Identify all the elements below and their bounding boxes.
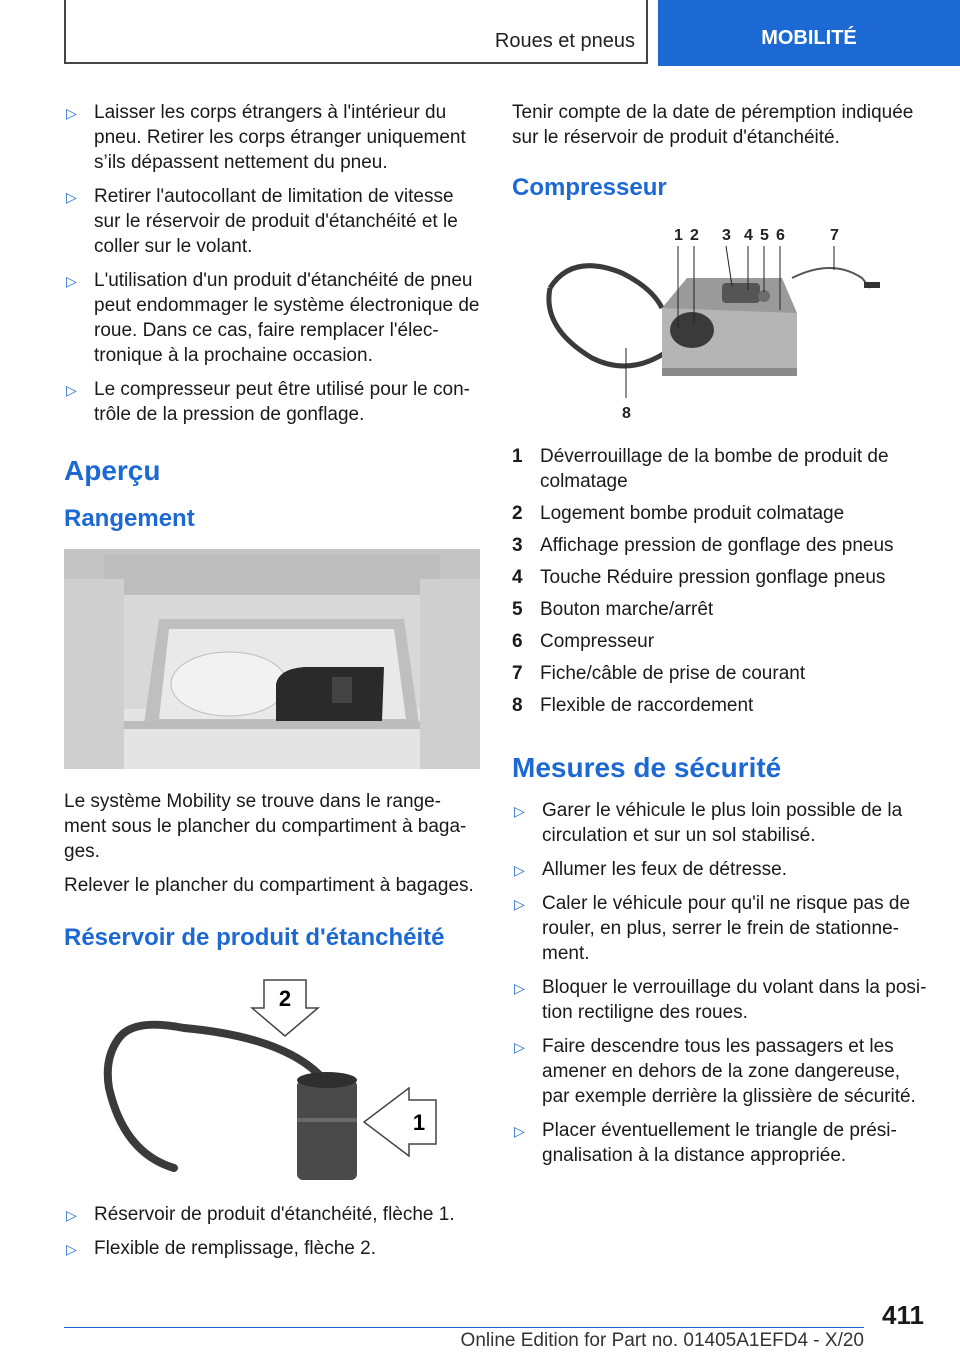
list-item: ▷ Flexible de remplissage, flèche 2.	[64, 1236, 482, 1261]
chapter-tab: MOBILITÉ	[658, 0, 960, 66]
triangle-bullet-icon: ▷	[514, 862, 525, 878]
legend-item: 7 Fiche/câble de prise de courant	[512, 663, 806, 684]
list-item: ▷ Allumer les feux de détresse.	[512, 857, 930, 882]
list-item: ▷ Faire descendre tous les passagers et les amener en dehors de la zone dangereuse, par exemple derrière la glissière de sécurité.	[514, 1036, 916, 1107]
compressor-figure	[512, 218, 928, 428]
legend-item: 8 Flexible de raccordement	[512, 695, 754, 716]
figure-label: 7	[830, 227, 839, 244]
heading-securite: Mesures de sécurité	[512, 752, 782, 783]
legend-item: 5 Bouton marche/arrêt	[512, 599, 714, 620]
right-column	[512, 100, 930, 1177]
triangle-bullet-icon: ▷	[66, 1241, 77, 1257]
list-item: ▷ Caler le véhicule pour qu'il ne risque pas de rouler, en plus, serrer le frein de stationne-ment.	[514, 893, 911, 964]
sealant-reservoir-figure	[64, 968, 480, 1188]
section-title: Roues et pneus	[494, 30, 635, 52]
list-item: ▷ Retirer l'autocollant de limitation de vitesse sur le réservoir de produit d'étanchéité et le coller sur le volant.	[66, 186, 458, 257]
figure-label: 1	[674, 227, 683, 244]
paragraph: Le système Mobility se trouve dans le range-ment sous le plancher du compartiment à baga-ges.	[64, 791, 467, 862]
footer-divider	[64, 1327, 864, 1328]
page-number: 411	[882, 1300, 924, 1330]
triangle-bullet-icon: ▷	[66, 105, 77, 121]
list-item: ▷ Le compresseur peut être utilisé pour le con-trôle de la pression de gonflage.	[66, 379, 470, 425]
legend-item: 2 Logement bombe produit colmatage	[512, 503, 845, 524]
arrow-2-label: 2	[278, 986, 292, 1011]
heading-rangement: Rangement	[64, 505, 195, 532]
figure-label: 8	[622, 405, 631, 422]
heading-reservoir: Réservoir de produit d'étanchéité	[64, 924, 445, 951]
list-item: ▷ Bloquer le verrouillage du volant dans la posi-tion rectiligne des roues.	[514, 977, 927, 1023]
figure-label: 5	[760, 227, 769, 244]
list-item: ▷ Placer éventuellement le triangle de prési-gnalisation à la distance appropriée.	[514, 1120, 897, 1166]
list-item: ▷ L'utilisation d'un produit d'étanchéité de pneu peut endommager le système électronique de roue. Dans ce cas, faire remplacer l'élec-tronique à la prochaine occasion.	[66, 270, 480, 366]
figure-label: 2	[690, 227, 699, 244]
paragraph: Relever le plancher du compartiment à bagages.	[64, 875, 474, 896]
figure-label: 6	[776, 227, 785, 244]
triangle-bullet-icon: ▷	[66, 382, 77, 398]
left-column	[64, 100, 482, 1270]
triangle-bullet-icon: ▷	[66, 189, 77, 205]
list-item: ▷ Réservoir de produit d'étanchéité, flèche 1.	[64, 1202, 482, 1227]
legend-item: 4 Touche Réduire pression gonflage pneus	[512, 567, 886, 588]
legend-item: 6 Compresseur	[512, 631, 655, 652]
list-item: ▷ Garer le véhicule le plus loin possible de la circulation et sur un sol stabilisé.	[514, 800, 903, 846]
edition-note: Online Edition for Part no. 01405A1EFD4 - X/20	[460, 1330, 864, 1351]
paragraph: Tenir compte de la date de péremption indiquée sur le réservoir de produit d'étanchéité.	[512, 102, 914, 148]
heading-compresseur: Compresseur	[512, 174, 667, 201]
list-item: ▷ Laisser les corps étrangers à l'intérieur du pneu. Retirer les corps étranger uniquement s’ils dépassent nettement du pneu.	[66, 102, 466, 173]
figure-label: 4	[744, 227, 753, 244]
triangle-bullet-icon: ▷	[514, 1039, 525, 1055]
legend-item: 3 Affichage pression de gonflage des pneus	[512, 535, 894, 556]
triangle-bullet-icon: ▷	[514, 896, 525, 912]
figure-label: 3	[722, 227, 731, 244]
legend-item: 1 Déverrouillage de la bombe de produit de colmatage	[512, 446, 889, 492]
arrow-1-label: 1	[412, 1110, 426, 1135]
triangle-bullet-icon: ▷	[66, 1207, 77, 1223]
triangle-bullet-icon: ▷	[66, 273, 77, 289]
triangle-bullet-icon: ▷	[514, 1123, 525, 1139]
heading-apercu: Aperçu	[64, 455, 161, 486]
trunk-storage-image	[64, 549, 480, 769]
triangle-bullet-icon: ▷	[514, 980, 525, 996]
triangle-bullet-icon: ▷	[514, 803, 525, 819]
